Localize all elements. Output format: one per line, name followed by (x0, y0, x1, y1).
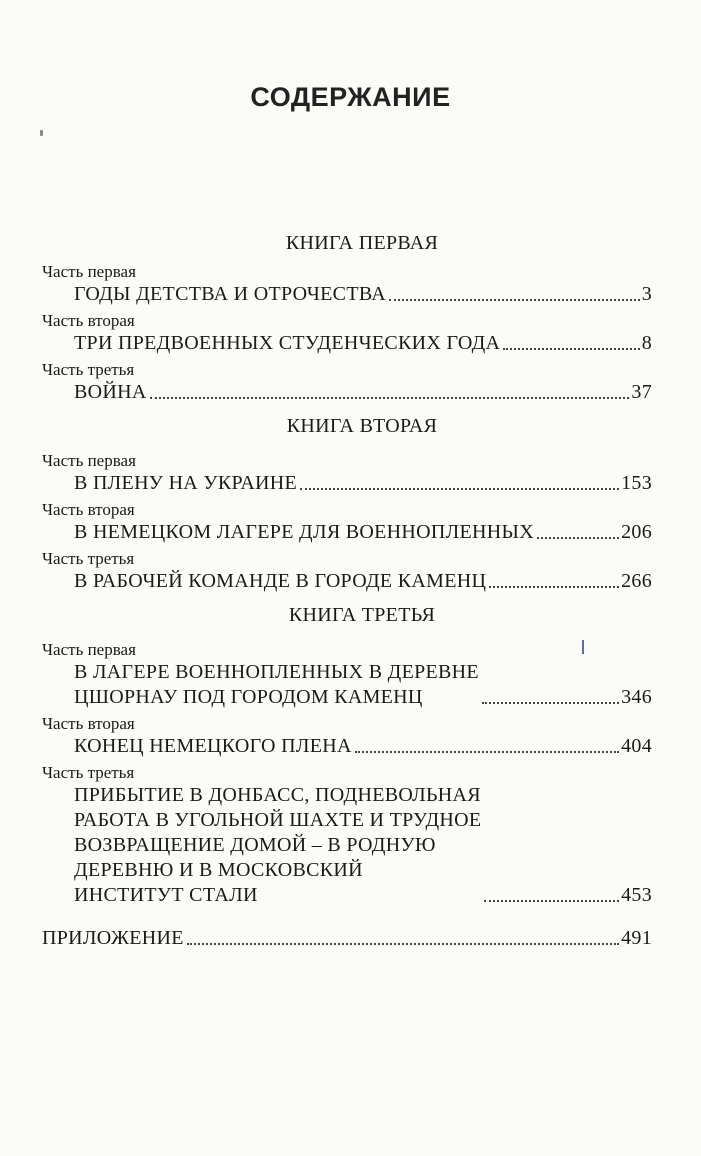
part-label: Часть первая (42, 451, 136, 470)
table-of-contents (42, 226, 652, 955)
part-label: Часть третья (42, 763, 135, 782)
part-label: Часть первая (42, 262, 136, 281)
book-heading: КНИГА ТРЕТЬЯ (288, 604, 436, 626)
dot-leader (537, 537, 619, 539)
dot-leader (489, 586, 619, 588)
entry-title: КОНЕЦ НЕМЕЦКОГО ПЛЕНА (74, 735, 352, 757)
part-label: Часть первая (42, 640, 136, 659)
toc-entry[interactable] (42, 783, 652, 908)
toc-entry[interactable] (42, 660, 652, 710)
dot-leader (355, 751, 619, 753)
print-speck (40, 130, 43, 136)
part-label: Часть третья (42, 549, 135, 568)
page-number: 8 (641, 332, 652, 354)
page-number: 37 (631, 381, 652, 403)
dot-leader (482, 702, 619, 704)
part-label: Часть третья (42, 360, 135, 379)
page-number: 206 (621, 521, 652, 543)
part-label: Часть вторая (42, 714, 135, 733)
entry-title: В ЛАГЕРЕ ВОЕННОПЛЕННЫХ В ДЕРЕВНЕ ЦШОРНАУ ПОД ГОРОДОМ КАМЕНЦ (74, 661, 479, 708)
page-number: 346 (621, 686, 652, 708)
entry-title: В РАБОЧЕЙ КОМАНДЕ В ГОРОДЕ КАМЕНЦ (74, 570, 487, 592)
book-heading: КНИГА ПЕРВАЯ (285, 232, 439, 254)
toc-entry[interactable] (42, 331, 652, 356)
toc-entry[interactable] (42, 734, 652, 759)
part-label: Часть вторая (42, 311, 135, 330)
page-number: 453 (621, 884, 652, 906)
entry-title: В ПЛЕНУ НА УКРАИНЕ (74, 472, 298, 494)
page-number: 153 (621, 472, 652, 494)
toc-entry[interactable] (42, 282, 652, 307)
entry-title: В НЕМЕЦКОМ ЛАГЕРЕ ДЛЯ ВОЕННОПЛЕННЫХ (74, 521, 535, 543)
entry-title: ВОЙНА (74, 381, 147, 403)
entry-title: ПРИЛОЖЕНИЕ (42, 927, 184, 949)
dot-leader (300, 488, 619, 490)
toc-entry[interactable] (42, 471, 652, 496)
toc-entry[interactable] (42, 520, 652, 545)
toc-entry[interactable] (42, 380, 652, 405)
page-title: СОДЕРЖАНИЕ (250, 82, 451, 112)
entry-title: ТРИ ПРЕДВОЕННЫХ СТУДЕНЧЕСКИХ ГОДА (74, 332, 501, 354)
entry-title: ПРИБЫТИЕ В ДОНБАСС, ПОДНЕВОЛЬНАЯ РАБОТА В УГОЛЬНОЙ ШАХТЕ И ТРУДНОЕ ВОЗВРАЩЕНИЕ ДОМОЙ – В РОДНУЮ ДЕРЕВНЮ И В МОСКОВСКИЙ ИНСТИТУТ СТАЛИ (74, 784, 482, 906)
page-number: 3 (641, 283, 652, 305)
dot-leader (484, 900, 619, 902)
page-number: 404 (621, 735, 652, 757)
dot-leader (389, 299, 640, 301)
entry-title: ГОДЫ ДЕТСТВА И ОТРОЧЕСТВА (74, 283, 386, 305)
dot-leader (187, 943, 619, 945)
page-number: 491 (621, 927, 652, 949)
part-label: Часть вторая (42, 500, 135, 519)
page-number: 266 (621, 570, 652, 592)
book-heading: КНИГА ВТОРАЯ (286, 415, 438, 437)
dot-leader (150, 397, 630, 399)
dot-leader (503, 348, 639, 350)
toc-entry-appendix[interactable] (42, 926, 652, 951)
toc-entry[interactable] (42, 569, 652, 594)
